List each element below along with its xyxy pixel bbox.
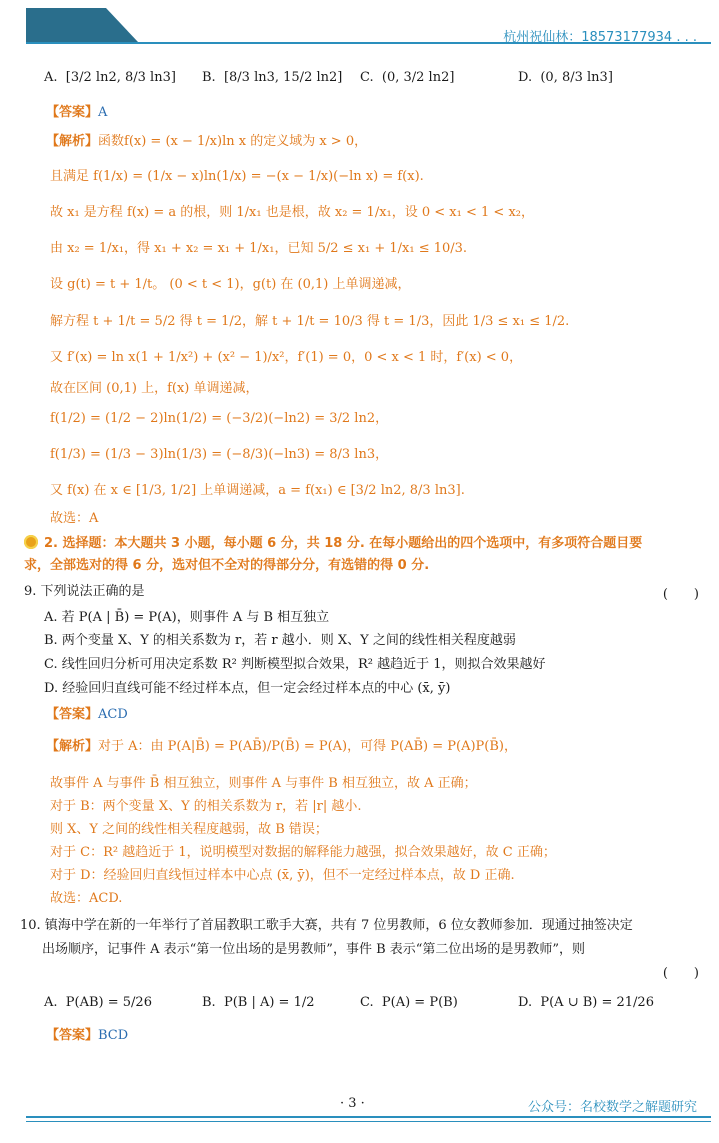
q9-option-b: B. 两个变量 X、Y 的相关系数为 r，若 r 越小．则 X、Y 之间的线性相关程度越弱 — [44, 633, 516, 648]
header-banner-shape — [26, 8, 138, 42]
q8-analysis-line: 故在区间 (0,1) 上，f(x) 单调递减， — [50, 381, 259, 396]
q8-answer: 【答案】A — [46, 105, 108, 120]
q8-option-c: C. (0, 3/2 ln2] — [360, 70, 455, 85]
q10-option-c: C. P(A) = P(B) — [360, 995, 458, 1010]
q8-analysis-line: 又 f′(x) = ln x(1 + 1/x²) + (x² − 1)/x²，f′(1) = 0，0 < x < 1 时，f′(x) < 0， — [50, 350, 523, 365]
q8-analysis-line: 设 g(t) = t + 1/t。 (0 < t < 1)，g(t) 在 (0,1) 上单调递减， — [50, 277, 411, 292]
q8-analysis-line: 且满足 f(1/x) = (1/x − x)ln(1/x) = −(x − 1/x)(−ln x) = f(x). — [50, 169, 424, 184]
q8-analysis-line: 【解析】函数f(x) = (x − 1/x)ln x 的定义域为 x > 0， — [46, 134, 368, 149]
q9-analysis-line: 对于 C：R² 越趋近于 1，说明模型对数据的解释能力越强，拟合效果越好，故 C 正确； — [50, 845, 556, 860]
q8-conclusion: 故选：A — [50, 511, 99, 526]
q8-option-b: B. [8/3 ln3, 15/2 ln2] — [202, 70, 343, 85]
q9-option-c: C. 线性回归分析可用决定系数 R² 判断模型拟合效果，R² 越趋近于 1，则拟合效果越好 — [44, 657, 546, 672]
q8-analysis-line: f(1/2) = (1/2 − 2)ln(1/2) = (−3/2)(−ln2) = 3/2 ln2， — [50, 411, 389, 426]
q9-analysis-line: 对于 B：两个变量 X、Y 的相关系数为 r，若 |r| 越小. — [50, 799, 362, 814]
q8-analysis-line: 故 x₁ 是方程 f(x) = a 的根，则 1/x₁ 也是根，故 x₂ = 1/x₁，设 0 < x₁ < 1 < x₂， — [50, 205, 534, 220]
q9-option-a: A. 若 P(A | B̄) = P(A)，则事件 A 与 B 相互独立 — [44, 610, 330, 625]
footer-rule-thin — [26, 1121, 711, 1122]
q10-option-d: D. P(A ∪ B) = 21/26 — [518, 995, 654, 1010]
section-heading-cont: 求，全部选对的得 6 分，选对但不全对的得部分分，有选错的得 0 分. — [24, 558, 430, 573]
page-number: · 3 · — [340, 1096, 365, 1111]
q10-option-b: B. P(B | A) = 1/2 — [202, 995, 315, 1010]
q9-stem: 9. 下列说法正确的是 — [24, 584, 145, 599]
q9-analysis-line: 则 X、Y 之间的线性相关程度越弱，故 B 错误； — [50, 822, 328, 837]
q8-analysis-line: 解方程 t + 1/t = 5/2 得 t = 1/2，解 t + 1/t = 10/3 得 t = 1/3，因此 1/3 ≤ x₁ ≤ 1/2. — [50, 314, 570, 329]
q9-analysis-line: 对于 D：经验回归直线恒过样本中心点 (x̄, ȳ)，但不一定经过样本点，故 D 正确. — [50, 868, 515, 883]
q10-answer: 【答案】BCD — [46, 1028, 129, 1043]
q8-analysis-line: f(1/3) = (1/3 − 3)ln(1/3) = (−8/3)(−ln3) = 8/3 ln3， — [50, 447, 389, 462]
q9-analysis-line: 【解析】对于 A：由 P(A|B̄) = P(AB̄)/P(B̄) = P(A)，可得 P(AB̄) = P(A)P(B̄)， — [46, 739, 517, 754]
footer-wechat: 公众号：名校数学之解题研究 — [527, 1100, 697, 1115]
q9-conclusion: 故选：ACD. — [50, 891, 123, 906]
q9-answer: 【答案】ACD — [46, 707, 128, 722]
q10-answer-blank: ( ) — [662, 966, 699, 981]
q8-option-a: A. [3/2 ln2, 8/3 ln3] — [44, 70, 176, 85]
q8-analysis-line: 又 f(x) 在 x ∈ [1/3, 1/2] 上单调递减，a = f(x₁) ∈ [3/2 ln2, 8/3 ln3]. — [50, 483, 465, 498]
q8-option-d: D. (0, 8/3 ln3] — [518, 70, 613, 85]
q9-analysis-line: 故事件 A 与事件 B̄ 相互独立，则事件 A 与事件 B 相互独立，故 A 正确； — [50, 776, 477, 791]
header-contact: 杭州祝仙林：18573177934 . . . — [503, 30, 697, 45]
q8-analysis-line: 由 x₂ = 1/x₁，得 x₁ + x₂ = x₁ + 1/x₁，已知 5/2 ≤ x₁ + 1/x₁ ≤ 10/3. — [50, 241, 468, 256]
flower-icon — [24, 535, 38, 549]
q10-stem: 10. 镇海中学在新的一年举行了首届教职工歌手大赛，共有 7 位男教师，6 位女教师参加．现通过抽签决定 — [20, 918, 633, 933]
q9-option-d: D. 经验回归直线可能不经过样本点，但一定会经过样本点的中心 (x̄, ȳ) — [44, 681, 451, 696]
q9-answer-blank: ( ) — [662, 587, 699, 602]
section-heading: 2. 选择题：本大题共 3 小题，每小题 6 分，共 18 分. 在每小题给出的四个选项中，有多项符合题目要 — [24, 535, 642, 553]
footer-rule — [26, 1116, 711, 1118]
q10-stem-cont: 出场顺序，记事件 A 表示“第一位出场的是男教师”，事件 B 表示“第二位出场的是男教师”，则 — [42, 942, 586, 957]
q10-option-a: A. P(AB) = 5/26 — [44, 995, 152, 1010]
